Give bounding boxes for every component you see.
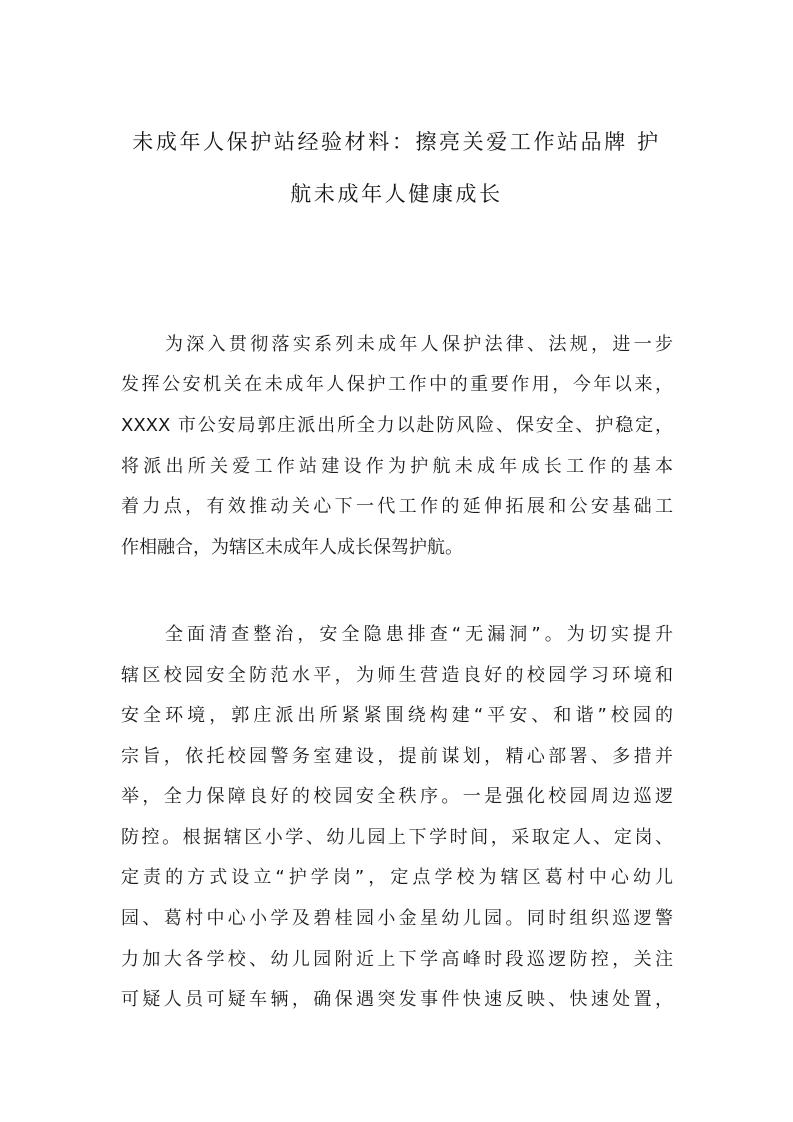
document-title-line-2: 航未成年人健康成长 [290,182,503,206]
paragraph-line: 力加大各学校、幼儿园附近上下学高峰时段巡逻防控，关注 [121,949,673,970]
paragraph-line: 将派出所关爱工作站建设作为护航未成年成长工作的基本 [121,456,673,477]
paragraph-line: 安全环境，郭庄派出所紧紧围绕构建“平安、和谐”校园的 [121,705,673,726]
paragraph-line: 园、葛村中心小学及碧桂园小金星幼儿园。同时组织巡逻警 [121,908,673,929]
paragraph-line: 为深入贯彻落实系列未成年人保护法律、法规，进一步 [165,334,673,355]
paragraph-line: 辖区校园安全防范水平，为师生营造良好的校园学习环境和 [121,665,673,686]
paragraph-line: 全面清查整治，安全隐患排查“无漏洞”。为切实提升 [165,624,673,645]
paragraph-line: 可疑人员可疑车辆，确保遇突发事件快速反映、快速处置， [121,989,673,1010]
paragraph-line: 作相融合，为辖区未成年人成长保驾护航。 [121,537,463,558]
paragraph-line: XXXX 市公安局郭庄派出所全力以赴防风险、保安全、护稳定， [121,415,673,436]
paragraph-line: 宗旨，依托校园警务室建设，提前谋划，精心部署、多措并 [121,746,673,767]
paragraph-line: 发挥公安机关在未成年人保护工作中的重要作用，今年以来， [121,374,673,395]
paragraph-line: 着力点，有效推动关心下一代工作的延伸拓展和公安基础工 [121,496,673,517]
paragraph-line: 定责的方式设立“护学岗”，定点学校为辖区葛村中心幼儿 [121,867,673,888]
document-title-line-1: 未成年人保护站经验材料：擦亮关爱工作站品牌 护 [132,130,661,154]
paragraph-line: 举，全力保障良好的校园安全秩序。一是强化校园周边巡逻 [121,786,673,807]
paragraph-line: 防控。根据辖区小学、幼儿园上下学时间，采取定人、定岗、 [121,827,673,848]
